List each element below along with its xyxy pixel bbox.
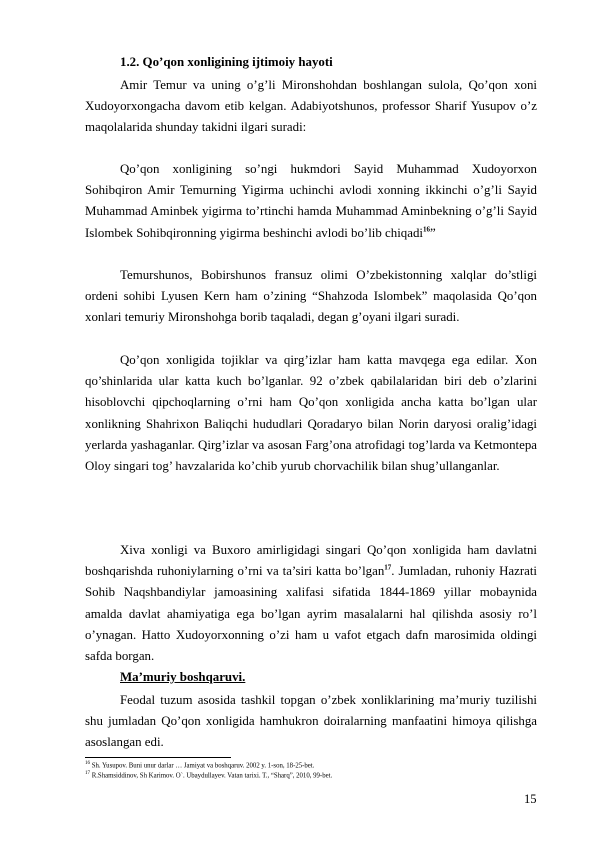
footnote-text: R.Shamsiddinov, Sh Karimov. O`. Ubaydullayev. Vatan tarixi. T., “Sharq”, 2010, 99-bet. bbox=[90, 772, 333, 780]
paragraph-5-end: . Jumladan, ruhoniy Hazrati Sohib Naqshbandiylar jamoasining xalifasi sifatida 1844-1869 yillar mobaynida amalda davlat ahamiyatiga ega bo’lgan ayrim masalalarni hal qilishda asosiy ro’l o’ynagan. Hatto Xudoyorxonning o’zi ham u vafot etgach dafn marosimida oldingi safda borgan. bbox=[85, 564, 537, 664]
paragraph-2-end: ” bbox=[429, 225, 436, 240]
subheading-administration: Ma’muriy boshqaruvi. bbox=[120, 670, 246, 684]
section-title: 1.2. Qo’qon xonligining ijtimoiy hayoti bbox=[120, 55, 333, 69]
paragraph-6: Feodal tuzum asosida tashkil topgan o’zbek xonliklarining ma’muriy tuzilishi shu jumladan Qo’qon xonligida hamhukron doiralarning manfaatini himoya qilishga asoslangan edi. bbox=[85, 693, 537, 750]
paragraph-5 bbox=[85, 540, 537, 667]
footnote-number: 16 bbox=[85, 761, 90, 766]
footnote-ref-16: 16 bbox=[422, 225, 430, 234]
paragraph-2 bbox=[85, 159, 537, 244]
page-number: 15 bbox=[524, 792, 537, 806]
paragraph-3: Temurshunos, Bobirshunos fransuz olimi O’zbekistonning xalqlar do’stligi ordeni sohibi Lyusen Kern ham o’zining “Shahzoda Islombek” maqolasida Qo’qon xonlari temuriy Mironshohga borib taqaladi, degan g’oyani ilgari suradi. bbox=[85, 268, 537, 325]
footnote-17 bbox=[85, 769, 555, 781]
paragraph-4: Qo’qon xonligida tojiklar va qirg’izlar ham katta mavqega ega edilar. Xon qo’shinlarida ular katta kuch bo’lganlar. 92 o’zbek qabilalaridan biri deb o’zlarini hisoblovchi qipchoqlarning o’rni ham Qo’qon xonligida ancha katta bo’lgan ular xonlikning Shahrixon Baliqchi hududlari Qoradaryo bilan Norin daryosi oralig’idagi yerlarda yashaganlar. Qirg’izlar va asosan Farg’ona atrofidagi tog’larda va Ketmontepa Oloy singari tog’ havzalarida ko’chib yurub chorvachilik bilan shug’ullanganlar. bbox=[85, 353, 537, 474]
footnote-ref-17: 17 bbox=[384, 563, 392, 572]
footnote-text: Sh. Yusupov. Buni unur darlar … Jamiyat va boshqaruv. 2002 y. 1-son, 18-25-bet. bbox=[90, 762, 315, 770]
footnote-number: 17 bbox=[85, 771, 90, 776]
paragraph-5-text: Xiva xonligi va Buxoro amirligidagi singari Qo’qon xonligida ham davlatni boshqarishda ruhoniylarning o’rni va ta’siri katta bo’lgan bbox=[85, 543, 537, 579]
paragraph-2-text: Qo’qon xonligining so’ngi hukmdori Sayid Muhammad Xudoyorxon Sohibqiron Amir Temurning Yigirma uchinchi avlodi xonning ikkinchi o’g’li Sayid Muhammad Aminbek yigirma to’rtinchi hamda Muhammad Aminbekning o’g’li Sayid Islombek Sohibqironning yigirma beshinchi avlodi bo’lib chiqadi bbox=[85, 162, 537, 240]
paragraph-1: Amir Temur va uning o’g’li Mironshohdan boshlangan sulola, Qo’qon xoni Xudoyorxongacha davom etib kelgan. Adabiyotshunos, professor Sharif Yusupov o’z maqolalarida shunday takidni ilgari suradi: bbox=[85, 78, 537, 135]
footnote-divider bbox=[85, 757, 231, 758]
